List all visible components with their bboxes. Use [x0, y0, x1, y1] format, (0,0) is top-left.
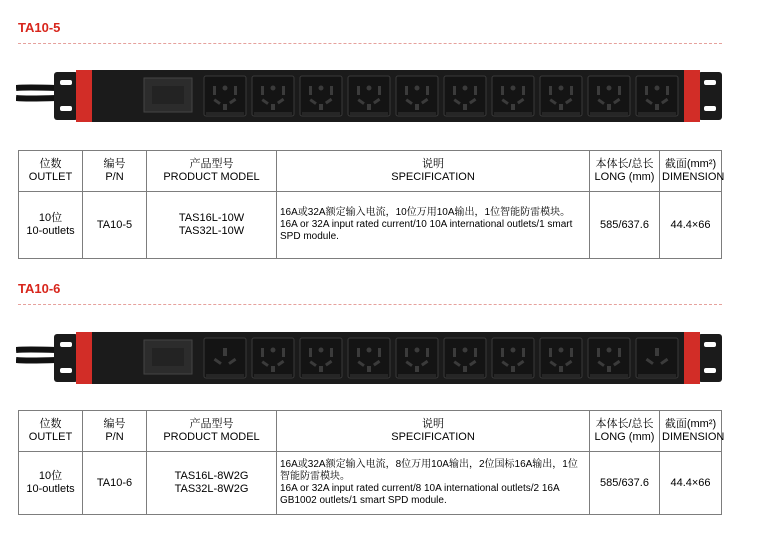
power-cord	[16, 98, 56, 99]
end-cap-left	[76, 70, 92, 122]
power-cord	[16, 88, 56, 89]
mounting-bracket-left	[54, 334, 78, 382]
universal-outlet	[540, 338, 582, 378]
universal-outlet	[636, 76, 678, 116]
cell-long: 585/637.6	[590, 452, 660, 515]
universal-outlet	[396, 338, 438, 378]
header-pn: 编号 P/N	[83, 411, 147, 452]
universal-outlet	[300, 76, 342, 116]
cell-dimension: 44.4×66	[660, 192, 722, 259]
header-dimension: 截面(mm²) DIMENSION	[660, 151, 722, 192]
mounting-slot	[60, 80, 72, 85]
pdu-product-image	[16, 328, 726, 388]
gb-16a-outlet	[636, 338, 678, 378]
header-long: 本体长/总长 LONG (mm)	[590, 411, 660, 452]
universal-outlet	[252, 338, 294, 378]
section-divider	[18, 304, 722, 305]
power-cord	[16, 360, 56, 361]
end-cap-right	[684, 70, 700, 122]
header-model: 产品型号 PRODUCT MODEL	[147, 411, 277, 452]
power-cord	[16, 350, 56, 351]
universal-outlet	[492, 338, 534, 378]
mounting-bracket-right	[698, 334, 722, 382]
cell-dimension: 44.4×66	[660, 452, 722, 515]
end-cap-right	[684, 332, 700, 384]
universal-outlet	[204, 76, 246, 116]
cell-pn: TA10-5	[83, 192, 147, 259]
mounting-bracket-left	[54, 72, 78, 120]
header-spec: 说明 SPECIFICATION	[277, 411, 590, 452]
cell-spec: 16A或32A额定输入电流，8位万用10A输出，2位国标16A输出，1位智能防雷模块。 16A or 32A input rated current/8 10A international outlets/2 16A GB1002 outlets/1 smart SPD module.	[277, 452, 590, 515]
header-long: 本体长/总长 LONG (mm)	[590, 151, 660, 192]
universal-outlet	[300, 338, 342, 378]
pdu-product-image	[16, 66, 726, 126]
table-header-row	[19, 151, 722, 192]
header-spec: 说明 SPECIFICATION	[277, 151, 590, 192]
table-header-row	[19, 411, 722, 452]
section-title: TA10-6	[18, 281, 61, 296]
cell-pn: TA10-6	[83, 452, 147, 515]
mounting-slot	[60, 368, 72, 373]
universal-outlet	[396, 76, 438, 116]
mounting-slot	[704, 106, 716, 111]
universal-outlet	[348, 338, 390, 378]
gb-16a-outlet	[204, 338, 246, 378]
spd-module-label	[152, 348, 184, 366]
mounting-slot	[704, 80, 716, 85]
header-outlet: 位数 OUTLET	[19, 151, 83, 192]
cell-outlet: 10位 10-outlets	[19, 192, 83, 259]
mounting-bracket-right	[698, 72, 722, 120]
section-divider	[18, 43, 722, 44]
section-title: TA10-5	[18, 20, 61, 35]
cell-model: TAS16L-10W TAS32L-10W	[147, 192, 277, 259]
universal-outlet	[252, 76, 294, 116]
universal-outlet	[588, 76, 630, 116]
cell-spec: 16A或32A额定输入电流，10位万用10A输出，1位智能防雷模块。 16A or 32A input rated current/10 10A international outlets/1 smart SPD module.	[277, 192, 590, 259]
header-model: 产品型号 PRODUCT MODEL	[147, 151, 277, 192]
cell-model: TAS16L-8W2G TAS32L-8W2G	[147, 452, 277, 515]
spec-table	[18, 410, 725, 515]
header-outlet: 位数 OUTLET	[19, 411, 83, 452]
header-dimension: 截面(mm²) DIMENSION	[660, 411, 722, 452]
mounting-slot	[60, 106, 72, 111]
end-cap-left	[76, 332, 92, 384]
mounting-slot	[704, 342, 716, 347]
table-row	[19, 192, 722, 259]
mounting-slot	[704, 368, 716, 373]
universal-outlet	[540, 76, 582, 116]
universal-outlet	[444, 338, 486, 378]
universal-outlet	[444, 76, 486, 116]
cell-long: 585/637.6	[590, 192, 660, 259]
spec-table	[18, 150, 725, 259]
cell-outlet: 10位 10-outlets	[19, 452, 83, 515]
universal-outlet	[588, 338, 630, 378]
universal-outlet	[492, 76, 534, 116]
header-pn: 编号 P/N	[83, 151, 147, 192]
table-row	[19, 452, 722, 515]
universal-outlet	[348, 76, 390, 116]
spd-module-label	[152, 86, 184, 104]
mounting-slot	[60, 342, 72, 347]
